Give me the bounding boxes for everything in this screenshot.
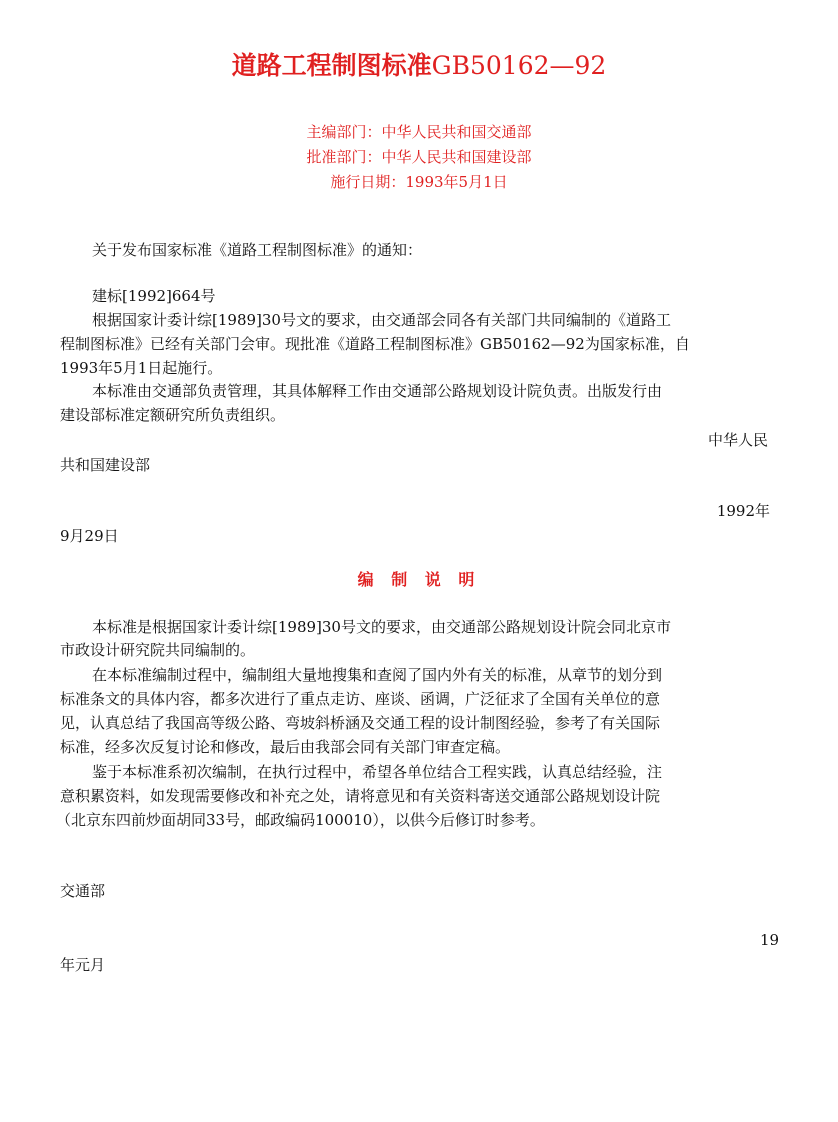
notice-date-line-1: 1992年 bbox=[716, 502, 770, 520]
explanation-paragraph-2-line-4: 标准，经多次反复讨论和修改，最后由我部会同有关部门审查定稿。 bbox=[60, 738, 511, 756]
notice-date-line-2: 9月29日 bbox=[60, 527, 119, 545]
explanation-paragraph-3-line-2: 意积累资料，如发现需要修改和补充之处，请将意见和有关资料寄送交通部公路规划设计院 bbox=[60, 787, 661, 805]
notice-paragraph-1-line-1: 根据国家计委计综[1989]30号文的要求，由交通部会同各有关部门共同编制的《道路工 bbox=[92, 311, 671, 329]
title-main: 道路工程制图标准 bbox=[231, 51, 432, 80]
notice-doc-number: 建标[1992]664号 bbox=[92, 287, 216, 305]
explanation-date-line-2: 年元月 bbox=[60, 956, 106, 974]
editor-department: 主编部门：中华人民共和国交通部 bbox=[306, 123, 532, 141]
explanation-paragraph-2-line-1: 在本标准编制过程中，编制组大量地搜集和查阅了国内外有关的标准，从章节的划分到 bbox=[92, 666, 663, 684]
notice-paragraph-2-line-2: 建设部标准定额研究所负责组织。 bbox=[60, 406, 286, 424]
document-title bbox=[0, 48, 838, 84]
explanation-paragraph-1-line-1: 本标准是根据国家计委计综[1989]30号文的要求，由交通部公路规划设计院会同北京市 bbox=[92, 618, 671, 636]
notice-signature-line-1: 中华人民 bbox=[707, 431, 768, 449]
notice-paragraph-1-line-3: 1993年5月1日起施行。 bbox=[60, 359, 223, 377]
explanation-heading: 编 制 说 明 bbox=[357, 570, 481, 589]
explanation-signature: 交通部 bbox=[60, 882, 106, 900]
notice-signature-line-2: 共和国建设部 bbox=[60, 456, 151, 474]
notice-paragraph-1-line-2: 程制图标准》已经有关部门会审。现批准《道路工程制图标准》GB50162—92为国家标准，自 bbox=[60, 335, 690, 353]
explanation-date-clipped: 19 bbox=[760, 931, 780, 949]
explanation-paragraph-1-line-2: 市政设计研究院共同编制的。 bbox=[60, 641, 256, 659]
explanation-paragraph-3-line-1: 鉴于本标准系初次编制，在执行过程中，希望各单位结合工程实践，认真总结经验，注 bbox=[92, 763, 663, 781]
explanation-paragraph-2-line-3: 见，认真总结了我国高等级公路、弯坡斜桥涵及交通工程的设计制图经验，参考了有关国际 bbox=[60, 714, 661, 732]
explanation-paragraph-2-line-2: 标准条文的具体内容，都多次进行了重点走访、座谈、函调，广泛征求了全国有关单位的意 bbox=[60, 690, 661, 708]
notice-paragraph-2-line-1: 本标准由交通部负责管理，其具体解释工作由交通部公路规划设计院负责。出版发行由 bbox=[92, 382, 663, 400]
effective-date: 施行日期：1993年5月1日 bbox=[330, 173, 508, 191]
title-code: GB50162—92 bbox=[431, 51, 607, 80]
approver-department: 批准部门：中华人民共和国建设部 bbox=[306, 148, 532, 166]
explanation-paragraph-3-line-3: （北京东四前炒面胡同33号，邮政编码100010），以供今后修订时参考。 bbox=[56, 811, 545, 829]
notice-heading: 关于发布国家标准《道路工程制图标准》的通知： bbox=[92, 241, 423, 259]
